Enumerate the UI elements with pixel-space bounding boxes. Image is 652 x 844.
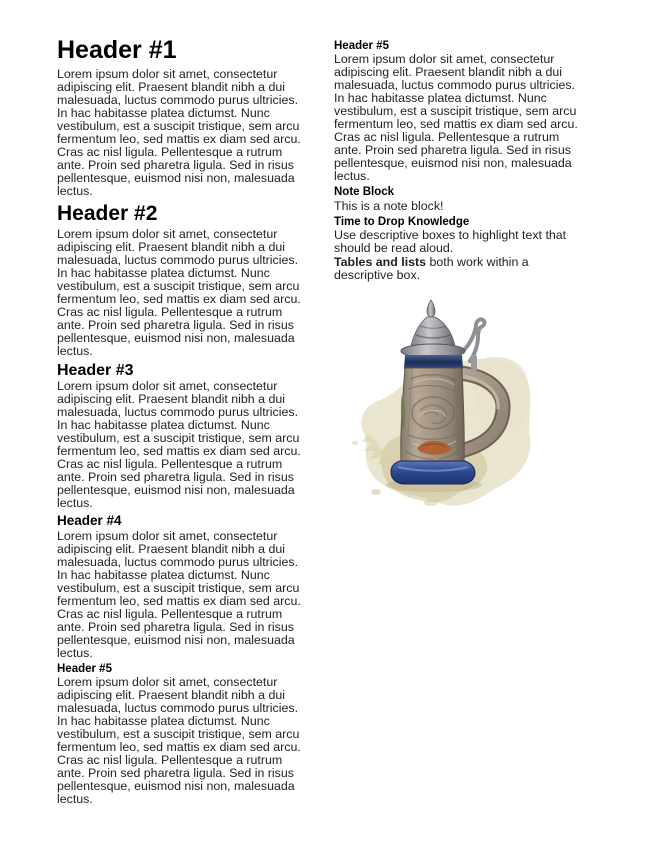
tables-line [334,256,588,282]
stein-lid [401,300,465,358]
stein-neck-band [404,355,463,369]
watercolor-dot-3 [352,441,358,445]
section-heading-1: Header #1 [57,36,177,64]
note-block-heading: Note Block [334,186,395,199]
note-block-text: This is a note block! [334,198,444,213]
knowledge-text: Use descriptive boxes to highlight text that should be read aloud. [334,228,567,256]
section-paragraph: Lorem ipsum dolor sit amet, consectetur adipiscing elit. Praesent blandit nibh a dui malesuada, luctus commodo purus ultricies. In hac habitasse platea dictumst. Nunc vestibulum, est a suscipit tristique, sem arcu fermentum leo, sed mattis ex diam sed arcu. Cras ac nisl ligula. Pellentesque a rutrum ante. Proin sed pharetra ligula. Sed in risus pellentesque, euismod nisi non, malesuada lectus. [57,226,301,358]
lid-cone [411,317,455,346]
knowledge-heading: Time to Drop Knowledge [334,215,470,228]
section-paragraph: Lorem ipsum dolor sit amet, consectetur adipiscing elit. Praesent blandit nibh a dui malesuada, luctus commodo purus ultricies. In hac habitasse platea dictumst. Nunc vestibulum, est a suscipit tristique, sem arcu fermentum leo, sed mattis ex diam sed arcu. Cras ac nisl ligula. Pellentesque a rutrum ante. Proin sed pharetra ligula. Sed in risus pellentesque, euismod nisi non, malesuada lectus. [57,67,301,198]
section-heading-5: Header #5 [57,662,112,675]
section-heading-4: Header #4 [57,512,122,528]
section-heading-5-right: Header #5 [334,40,389,52]
right-column [334,37,588,510]
section-heading-3: Header #3 [57,361,134,379]
tables-line-bold: Tables and lists [334,255,427,270]
tables-line-rest: both work within a descriptive box. [334,255,529,283]
watercolor-dot-2 [424,500,438,506]
stein-illustration [334,295,604,510]
stein-foot [391,461,475,484]
watercolor-dot-1 [371,489,381,495]
section-paragraph: Lorem ipsum dolor sit amet, consectetur adipiscing elit. Praesent blandit nibh a dui malesuada, luctus commodo purus ultricies. In hac habitasse platea dictumst. Nunc vestibulum, est a suscipit tristique, sem arcu fermentum leo, sed mattis ex diam sed arcu. Cras ac nisl ligula. Pellentesque a rutrum ante. Proin sed pharetra ligula. Sed in risus pellentesque, euismod nisi non, malesuada lectus. [334,52,578,184]
left-column [57,37,311,806]
section-paragraph: Lorem ipsum dolor sit amet, consectetur adipiscing elit. Praesent blandit nibh a dui malesuada, luctus commodo purus ultricies. In hac habitasse platea dictumst. Nunc vestibulum, est a suscipit tristique, sem arcu fermentum leo, sed mattis ex diam sed arcu. Cras ac nisl ligula. Pellentesque a rutrum ante. Proin sed pharetra ligula. Sed in risus pellentesque, euismod nisi non, malesuada lectus. [57,528,301,660]
stein-body [401,368,464,462]
section-paragraph: Lorem ipsum dolor sit amet, consectetur adipiscing elit. Praesent blandit nibh a dui malesuada, luctus commodo purus ultricies. In hac habitasse platea dictumst. Nunc vestibulum, est a suscipit tristique, sem arcu fermentum leo, sed mattis ex diam sed arcu. Cras ac nisl ligula. Pellentesque a rutrum ante. Proin sed pharetra ligula. Sed in risus pellentesque, euismod nisi non, malesuada lectus. [57,378,301,510]
section-heading-2: Header #2 [57,202,158,225]
section-paragraph: Lorem ipsum dolor sit amet, consectetur adipiscing elit. Praesent blandit nibh a dui malesuada, luctus commodo purus ultricies. In hac habitasse platea dictumst. Nunc vestibulum, est a suscipit tristique, sem arcu fermentum leo, sed mattis ex diam sed arcu. Cras ac nisl ligula. Pellentesque a rutrum ante. Proin sed pharetra ligula. Sed in risus pellentesque, euismod nisi non, malesuada lectus. [57,674,301,806]
stein-image [334,295,604,510]
lid-finial [427,300,435,317]
